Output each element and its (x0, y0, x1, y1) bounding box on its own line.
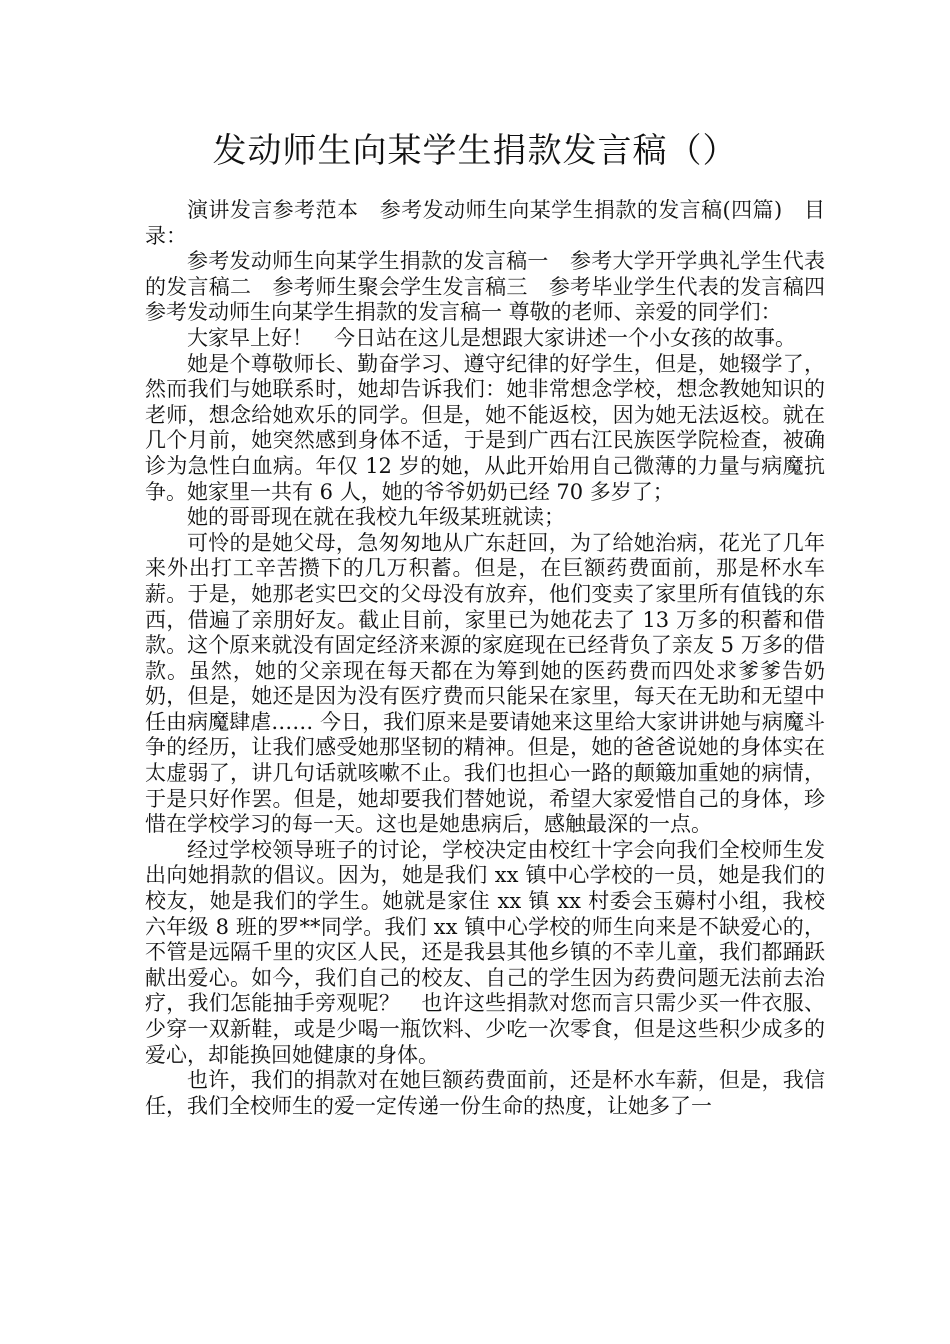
paragraph-5: 她的哥哥现在就在我校九年级某班就读； (187, 505, 565, 530)
paragraph-4: 她是个尊敬师长、勤奋学习、遵守纪律的好学生，但是，她辍学了，然而我们与她联系时，她却告诉我们：她非常想念学校，想念教她知识的老师，想念给她欢乐的同学。但是，她不能返校，因为她无法返校。就在几个月前，她突然感到身体不适，于是到广西右江民族医学院检查，被确诊为急性白血病。年仅 12 岁的她，从此开始用自己微薄的力量与病魔抗争。她家里一共有 6 人，她的爷爷奶奶已经 70 多岁了； (145, 351, 825, 504)
paragraph-7: 经过学校领导班子的讨论，学校决定由校红十字会向我们全校师生发出向她捐款的倡议。因为，她是我们 xx 镇中心学校的一员，她是我们的校友，她是我们的学生。她就是家住 xx 镇 xx 村委会玉薅村小组，我校六年级 8 班的罗**同学。我们 xx 镇中心学校的师生向来是不缺爱心的，不管是远隔千里的灾区人民，还是我县其他乡镇的不幸儿童，我们都踊跃献出爱心。如今，我们自己的校友、自己的学生因为药费问题无法前去治疗，我们怎能抽手旁观呢？ 也许这些捐款对您而言只需少买一件衣服、少穿一双新鞋，或是少喝一瓶饮料、少吃一次零食，但是这些积少成多的爱心，却能换回她健康的身体。 (145, 837, 825, 1067)
document-title: 发动师生向某学生捐款发言稿（） (212, 131, 738, 171)
paragraph-8: 也许，我们的捐款对在她巨额药费面前，还是杯水车薪，但是，我信任，我们全校师生的爱一定传递一份生命的热度，让她多了一 (145, 1068, 825, 1118)
paragraph-2: 参考发动师生向某学生捐款的发言稿一 参考大学开学典礼学生代表的发言稿二 参考师生聚会学生发言稿三 参考毕业学生代表的发言稿四 参考发动师生向某学生捐款的发言稿一 尊敬的老师、亲爱的同学们： (145, 249, 846, 325)
paragraph-3: 大家早上好！ 今日站在这儿是想跟大家讲述一个小女孩的故事。 (187, 325, 796, 350)
document-body (145, 198, 846, 1119)
paragraph-1: 演讲发言参考范本 参考发动师生向某学生捐款的发言稿(四篇) 目录： (145, 198, 825, 248)
paragraph-6: 可怜的是她父母，急匆匆地从广东赶回，为了给她治病，花光了几年来外出打工辛苦攒下的几万积蓄。但是，在巨额药费面前，那是杯水车薪。于是，她那老实巴交的父母没有放弃，他们变卖了家里所有值钱的东西，借遍了亲朋好友。截止目前，家里已为她花去了 13 万多的积蓄和借款。这个原来就没有固定经济来源的家庭现在已经背负了亲友 5 万多的借款。虽然，她的父亲现在每天都在为筹到她的医药费而四处求爹爹告奶奶，但是，她还是因为没有医疗费而只能呆在家里，每天在无助和无望中任由病魔肆虐…… 今日，我们原来是要请她来这里给大家讲讲她与病魔斗争的经历，让我们感受她那坚韧的精神。但是，她的爸爸说她的身体实在太虚弱了，讲几句话就咳嗽不止。我们也担心一路的颠簸加重她的病情，于是只好作罢。但是，她却要我们替她说，希望大家爱惜自己的身体，珍惜在学校学习的每一天。这也是她患病后，感触最深的一点。 (145, 530, 825, 837)
